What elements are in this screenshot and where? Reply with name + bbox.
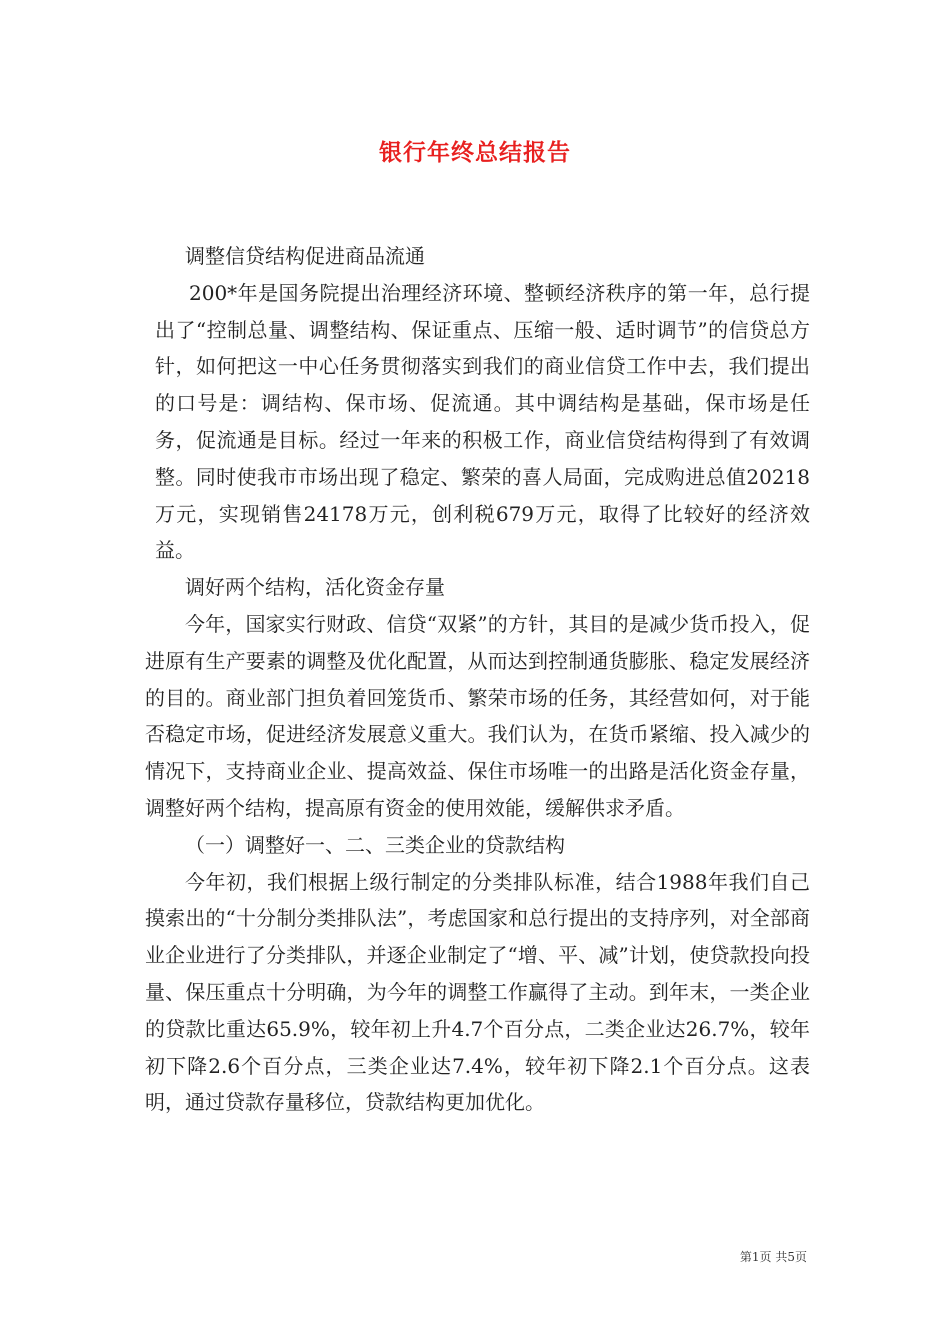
- paragraph: 今年初，我们根据上级行制定的分类排队标准，结合1988年我们自己摸索出的“十分制分类排队法”，考虑国家和总行提出的支持序列，对全部商业企业进行了分类排队，并逐企业制定了“增、平、减”计划，使贷款投向投量、保压重点十分明确，为今年的调整工作赢得了主动。到年末，一类企业的贷款比重达65.9%，较年初上升4.7个百分点，二类企业达26.7%，较年初下降2.6个百分点，三类企业达7.4%，较年初下降2.1个百分点。这表明，通过贷款存量移位，贷款结构更加优化。: [145, 869, 810, 1115]
- paragraph: 今年，国家实行财政、信贷“双紧”的方针，其目的是减少货币投入，促进原有生产要素的调整及优化配置，从而达到控制通货膨胀、稳定发展经济的目的。商业部门担负着回笼货币、繁荣市场的任务，其经营如何，对于能否稳定市场，促进经济发展意义重大。我们认为，在货币紧缩、投入减少的情况下，支持商业企业、提高效益、保住市场唯一的出路是活化资金存量，调整好两个结构，提高原有资金的使用效能，缓解供求矛盾。: [145, 611, 810, 820]
- document-body: [145, 238, 810, 1121]
- subsection-heading: （一）调整好一、二、三类企业的贷款结构: [185, 832, 565, 857]
- page-number: 第1页 共5页: [739, 1250, 807, 1264]
- section-heading: 调整信贷结构促进商品流通: [185, 244, 425, 268]
- section-heading: 调好两个结构，活化资金存量: [185, 575, 445, 600]
- paragraph: 200*年是国务院提出治理经济环境、整顿经济秩序的第一年，总行提出了“控制总量、调整结构、保证重点、压缩一般、适时调节”的信贷总方针，如何把这一中心任务贯彻落实到我们的商业信贷工作中去，我们提出的口号是：调结构、保市场、促流通。其中调结构是基础，保市场是任务，促流通是目标。经过一年来的积极工作，商业信贷结构得到了有效调整。同时使我市市场出现了稳定、繁荣的喜人局面，完成购进总值20218万元，实现销售24178万元，创利税679万元，取得了比较好的经济效益。: [155, 280, 810, 563]
- document-title: 银行年终总结报告: [379, 139, 571, 166]
